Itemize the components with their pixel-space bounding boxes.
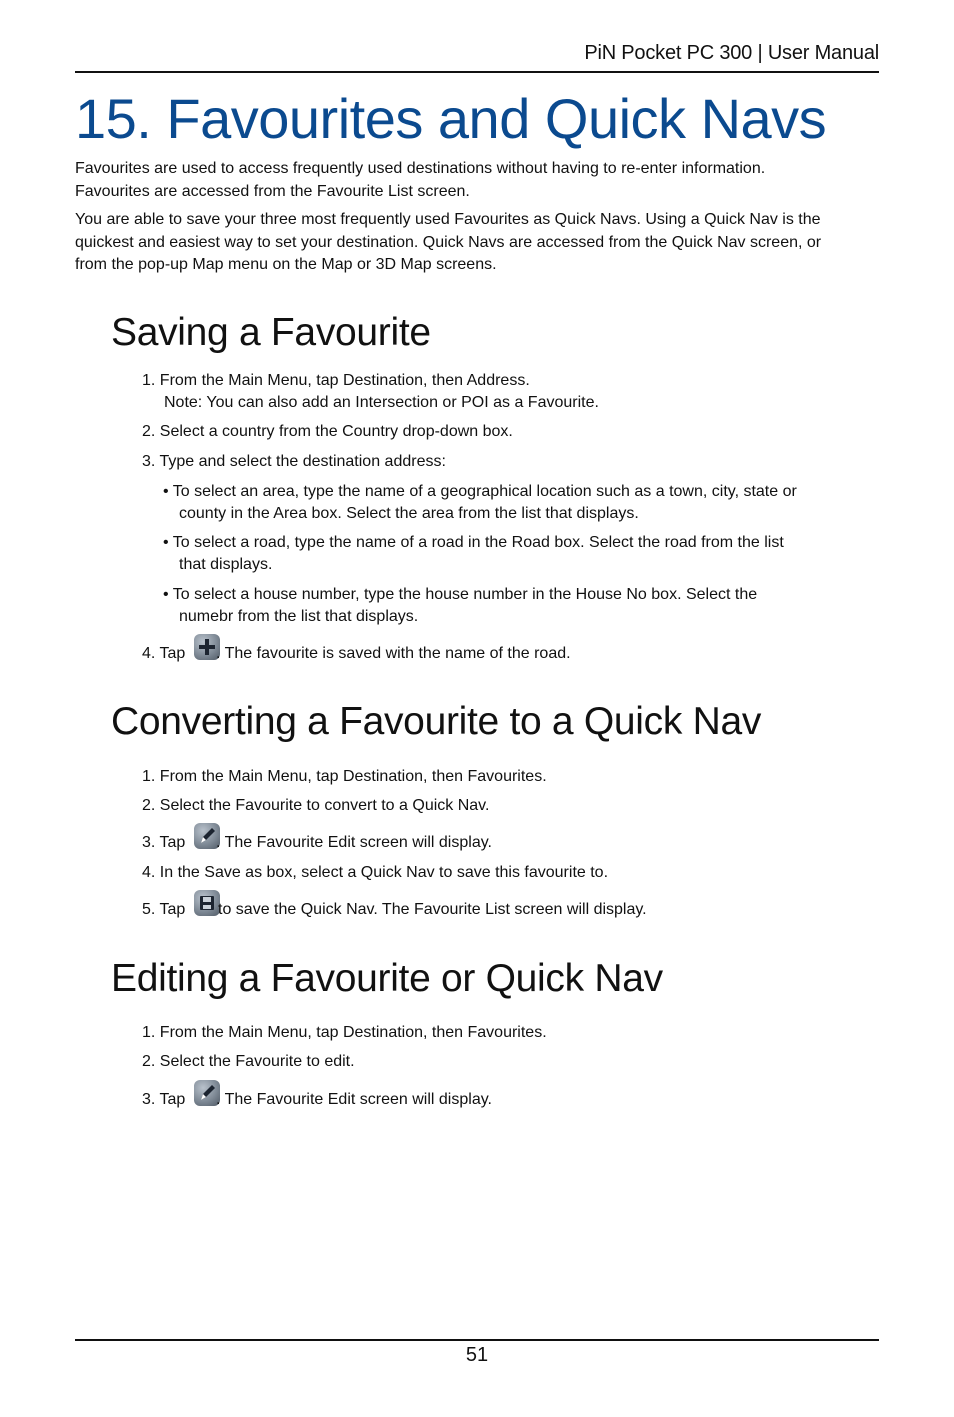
page-number: 51	[465, 1344, 489, 1366]
bullet-road: • To select a road, type the name of a road in the Road box. Select the road from the list	[163, 534, 784, 551]
step-3-suffix: . The Favourite Edit screen will display.	[216, 834, 492, 851]
step-4-prefix: 4. Tap	[142, 645, 186, 662]
section-title: Saving a Favourite	[111, 311, 431, 354]
step-3-prefix: 3. Tap	[142, 1091, 186, 1108]
bullet-area-cont: county in the Area box. Select the area from the list that displays.	[179, 505, 639, 522]
step-2: 2. Select the Favourite to convert to a Quick Nav.	[142, 797, 490, 814]
save-icon	[194, 890, 220, 916]
bullet-area: • To select an area, type the name of a geographical location such as a town, city, state or	[163, 483, 797, 500]
intro-paragraph-1: Favourites are used to access frequently used destinations without having to re-enter information. Favourites are accessed from the Favourite List screen.	[75, 160, 766, 200]
manual-title: PiN Pocket PC 300 | User Manual	[584, 42, 879, 64]
step-3: 3. Type and select the destination address:	[142, 453, 446, 470]
step-1: 1. From the Main Menu, tap Destination, then Address.	[142, 372, 530, 389]
intro-paragraph-2: You are able to save your three most frequently used Favourites as Quick Navs. Using a Quick Nav is the quickest and easiest way to set your destination. Quick Navs are accessed from the Quick Nav screen, or from the pop-up Map menu on the Map or 3D Map screens.	[75, 211, 822, 273]
step-4-suffix: . The favourite is saved with the name of the road.	[216, 645, 571, 662]
bullet-road-cont: that displays.	[179, 556, 273, 573]
step-2: 2. Select a country from the Country drop-down box.	[142, 423, 513, 440]
step-1-note: Note: You can also add an Intersection or POI as a Favourite.	[164, 394, 599, 411]
bullet-house-cont: numebr from the list that displays.	[179, 608, 419, 625]
step-5-prefix: 5. Tap	[142, 901, 186, 918]
bullet-house: • To select a house number, type the house number in the House No box. Select the	[163, 586, 758, 603]
step-3-prefix: 3. Tap	[142, 834, 186, 851]
footer-rule	[75, 1339, 879, 1341]
section-title: Editing a Favourite or Quick Nav	[111, 957, 663, 1000]
step-5-suffix: to save the Quick Nav. The Favourite List screen will display.	[218, 901, 647, 918]
step-4: 4. In the Save as box, select a Quick Nav to save this favourite to.	[142, 864, 609, 881]
step-1: 1. From the Main Menu, tap Destination, then Favourites.	[142, 768, 547, 785]
chapter-title: 15. Favourites and Quick Navs	[75, 87, 827, 150]
step-3-suffix: . The Favourite Edit screen will display.	[216, 1091, 492, 1108]
step-2: 2. Select the Favourite to edit.	[142, 1053, 355, 1070]
step-1: 1. From the Main Menu, tap Destination, then Favourites.	[142, 1024, 547, 1041]
section-title: Converting a Favourite to a Quick Nav	[111, 700, 762, 743]
header-rule	[75, 71, 879, 73]
